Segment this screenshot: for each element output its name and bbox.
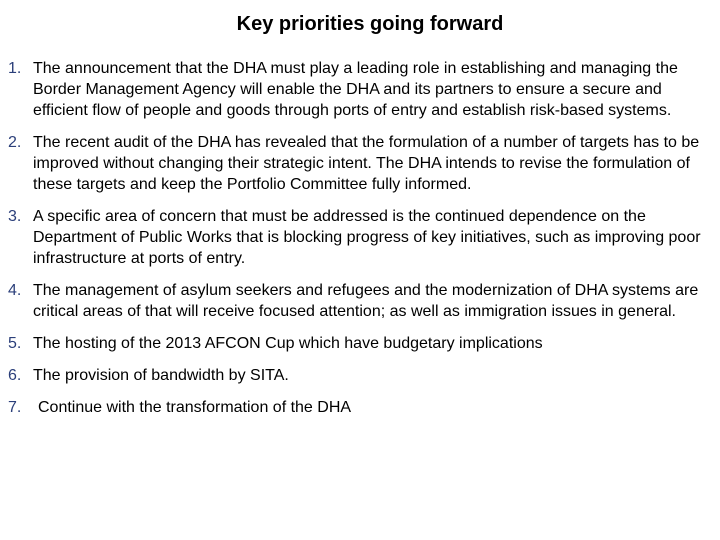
list-item-number: 2. [8, 134, 22, 151]
list-item-number: 7. [8, 399, 22, 416]
list-item [8, 365, 712, 386]
list-item-number: 6. [8, 367, 22, 384]
list-item [8, 333, 712, 354]
list-item-text: The provision of bandwidth by SITA. [33, 367, 289, 384]
list-item [8, 58, 712, 121]
list-item-text: The management of asylum seekers and refugees and the modernization of DHA systems are critical areas of that will receive focused attention; as well as immigration issues in general. [33, 282, 699, 320]
list-item-text: The recent audit of the DHA has revealed that the formulation of a number of targets has to be improved without changing their strategic intent. The DHA intends to revise the formulation of these targets and keep the Portfolio Committee fully informed. [33, 134, 700, 193]
list-item [8, 280, 712, 322]
slide-title: Key priorities going forward [236, 13, 504, 35]
list-item-text: Continue with the transformation of the DHA [38, 399, 352, 416]
list-item-number: 3. [8, 208, 22, 225]
list-item-number: 4. [8, 282, 22, 299]
list-item [8, 397, 712, 418]
list-item [8, 132, 712, 195]
list-item-text: The announcement that the DHA must play a leading role in establishing and managing the Border Management Agency will enable the DHA and its partners to ensure a secure and efficient flow of people and goods through ports of entry and establish risk-based systems. [33, 60, 678, 119]
list-item-number: 1. [8, 60, 22, 77]
list-item [8, 206, 712, 269]
list-item-text: The hosting of the 2013 AFCON Cup which have budgetary implications [33, 335, 543, 352]
priorities-list [8, 58, 712, 429]
list-item-number: 5. [8, 335, 22, 352]
list-item-text: A specific area of concern that must be addressed is the continued dependence on the Department of Public Works that is blocking progress of key initiatives, such as improving poor infrastructure at ports of entry. [33, 208, 701, 267]
